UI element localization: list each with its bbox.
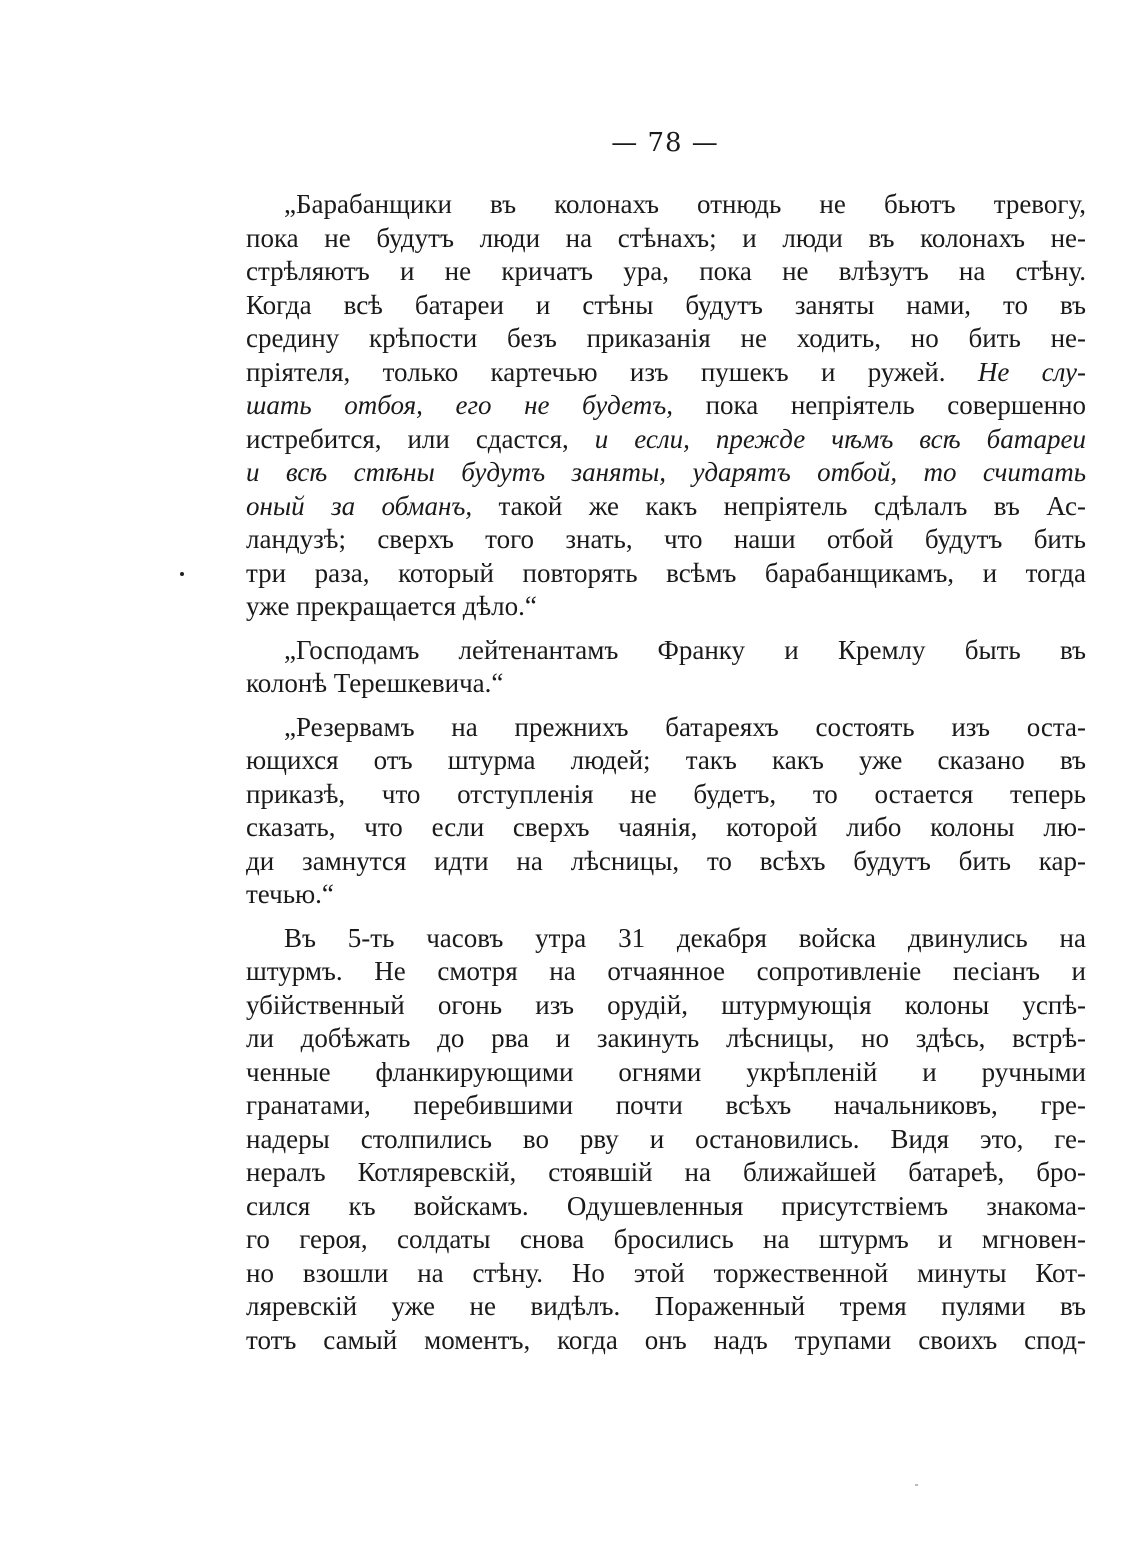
- text-line: нералъ Котляревскій, стоявшій на ближайшей батареѣ, бро-: [246, 1157, 1086, 1187]
- text-line: Въ 5-ть часовъ утра 31 декабря войска двинулись на: [284, 922, 1086, 953]
- italic-run: и всѣ стѣны будутъ заняты, ударятъ отбой, то считать: [246, 457, 1086, 487]
- text-line: но взошли на стѣну. Но этой торжественной минуты Кот-: [246, 1257, 1086, 1288]
- page-number: — 78 —: [611, 128, 719, 158]
- text-run: истребится, или сдастся,: [246, 423, 569, 454]
- text-line: гранатами, перебившими почти всѣхъ начальниковъ, гре-: [246, 1090, 1086, 1120]
- text-line: стрѣляютъ и не кричатъ ура, пока не влѣзутъ на стѣну.: [246, 256, 1086, 286]
- italic-run: Не слу-: [977, 356, 1087, 387]
- text-line: штурмъ. Не смотря на отчаянное сопротивленіе песіанъ и: [246, 956, 1086, 986]
- body-text: [246, 188, 1086, 1367]
- paragraph-3: [246, 711, 1086, 912]
- text-line: ющихся отъ штурма людей; такъ какъ уже сказано въ: [246, 745, 1086, 775]
- text-line-mixed: [246, 490, 1086, 524]
- text-line: „Резервамъ на прежнихъ батареяхъ состоять изъ оста-: [284, 711, 1086, 742]
- text-line: „Барабанщики въ колонахъ отнюдь не бьютъ тревогу,: [284, 189, 1086, 219]
- text-line: колонѣ Терешкевича.“: [246, 668, 504, 698]
- text-line: тотъ самый моментъ, когда онъ надъ трупами своихъ спод-: [246, 1324, 1086, 1355]
- text-line: приказѣ, что отступленія не будетъ, то остается теперь: [246, 778, 1086, 809]
- text-run: пріятеля, только картечью изъ пушекъ и ружей.: [246, 356, 946, 387]
- text-line-mixed: [246, 389, 1086, 423]
- text-line: ли добѣжать до рва и закинуть лѣсницы, но здѣсь, встрѣ-: [246, 1023, 1086, 1053]
- text-line: уже прекращается дѣло.“: [246, 591, 537, 621]
- text-line-mixed: [246, 423, 1086, 457]
- text-line: сказать, что если сверхъ чаянія, которой либо колоны лю-: [246, 812, 1086, 842]
- text-line-mixed: [246, 356, 1086, 390]
- text-line: ландузѣ; сверхъ того знать, что наши отбой будутъ бить: [246, 524, 1086, 554]
- paragraph-4: [246, 922, 1086, 1358]
- text-run: такой же какъ непріятель сдѣлалъ въ Ас-: [498, 490, 1086, 521]
- italic-run: и если, прежде чѣмъ всѣ батареи: [594, 423, 1087, 454]
- text-line: средину крѣпости безъ приказанія не ходить, но бить не-: [246, 323, 1086, 353]
- text-line: ляревскій уже не видѣлъ. Пораженный тремя пулями въ: [246, 1291, 1086, 1321]
- text-line: го героя, солдаты снова бросились на штурмъ и мгновен-: [246, 1224, 1086, 1254]
- text-line: убійственный огонь изъ орудій, штурмующія колоны успѣ-: [246, 989, 1086, 1020]
- text-line: сился къ войскамъ. Одушевленныя присутствіемъ знакома-: [246, 1190, 1086, 1221]
- text-line: ди замнутся идти на лѣсницы, то всѣхъ будутъ бить кар-: [246, 845, 1086, 876]
- text-line: три раза, который повторять всѣмъ барабанщикамъ, и тогда: [246, 557, 1086, 588]
- text-line: пока не будутъ люди на стѣнахъ; и люди въ колонахъ не-: [246, 222, 1086, 253]
- text-run: пока непріятель совершенно: [705, 390, 1086, 420]
- text-line-italic: [246, 456, 1086, 490]
- italic-run: оный за обманъ,: [246, 490, 473, 521]
- margin-dot: [180, 572, 184, 576]
- text-line: ченные фланкирующими огнями укрѣпленій и ручными: [246, 1056, 1086, 1087]
- paper-speck: [915, 1484, 918, 1486]
- text-line: Когда всѣ батареи и стѣны будутъ заняты нами, то въ: [246, 289, 1086, 320]
- text-line: течью.“: [246, 879, 334, 909]
- italic-run: шать отбоя, его не будетъ,: [246, 390, 674, 420]
- paragraph-2: [246, 634, 1086, 701]
- text-line: надеры столпились во рву и остановились. Видя это, ге-: [246, 1123, 1086, 1154]
- text-line: „Господамъ лейтенантамъ Франку и Кремлу быть въ: [284, 634, 1086, 665]
- paragraph-1: [246, 188, 1086, 624]
